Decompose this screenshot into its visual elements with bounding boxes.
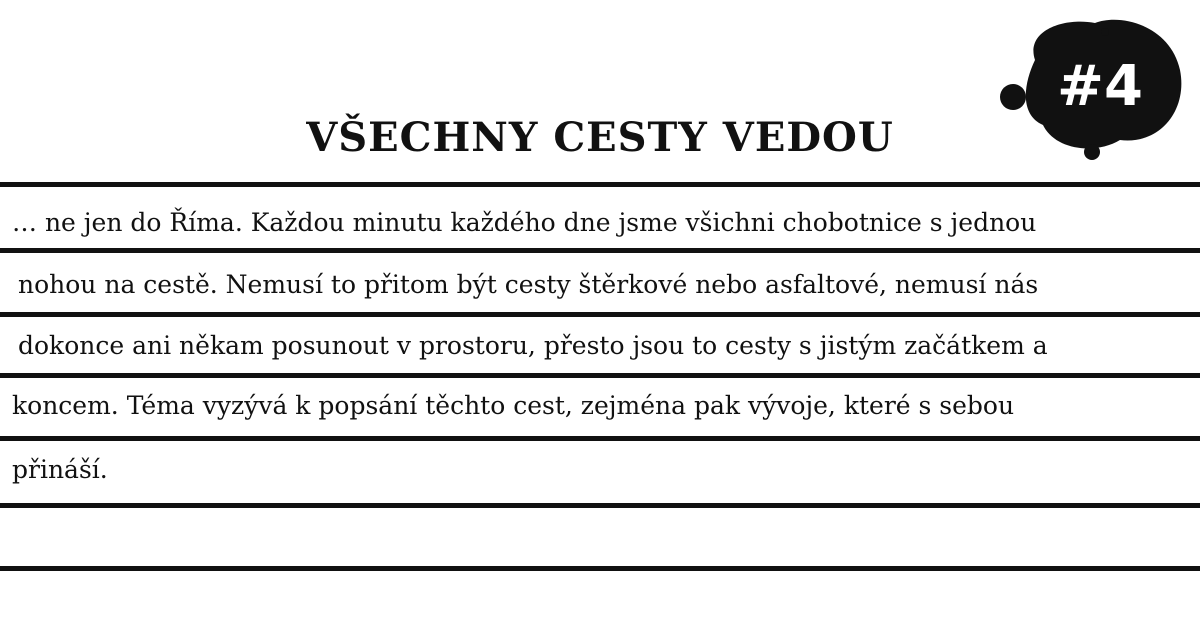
rule-line xyxy=(0,312,1200,317)
rule-line xyxy=(0,503,1200,508)
body-line: nohou na cestě. Nemusí to přitom být cesty štěrkové nebo asfaltové, nemusí nás xyxy=(18,270,1039,299)
body-line: dokonce ani někam posunout v prostoru, přesto jsou to cesty s jistým začátkem a xyxy=(18,331,1048,360)
rule-line xyxy=(0,182,1200,187)
body-line: … ne jen do Říma. Každou minutu každého dne jsme všichni chobotnice s jednou xyxy=(12,208,1037,237)
rule-line xyxy=(0,248,1200,253)
rule-line xyxy=(0,566,1200,571)
rule-line xyxy=(0,436,1200,441)
body-line: koncem. Téma vyzývá k popsání těchto cest, zejména pak vývoje, které s sebou xyxy=(12,391,1015,420)
badge-number: #4 xyxy=(1057,54,1143,119)
rule-line xyxy=(0,373,1200,378)
body-line: přináší. xyxy=(12,455,108,484)
page-title: VŠECHNY CESTY VEDOU xyxy=(306,114,894,161)
